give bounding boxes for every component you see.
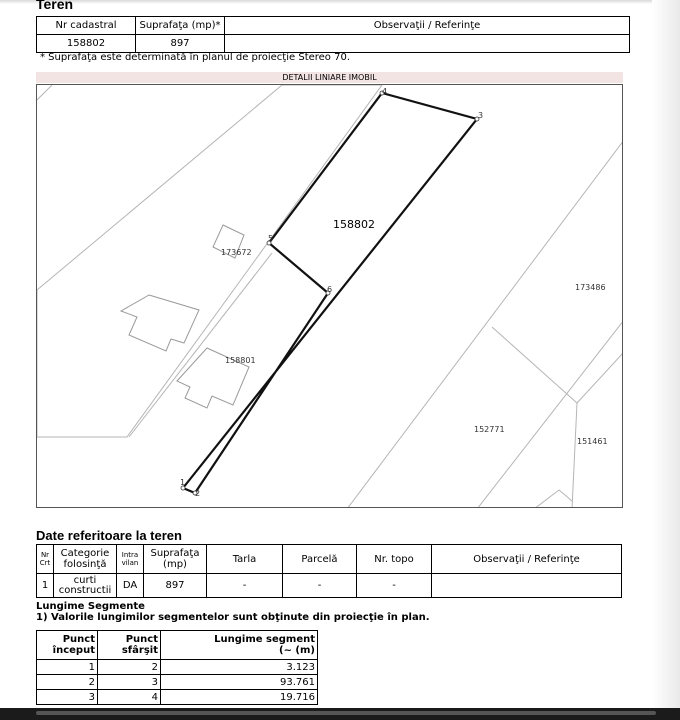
- cell-length: 3.123: [161, 660, 318, 675]
- surface-note: * Suprafaţa este determinată în planul de proiecţie Stereo 70.: [40, 52, 351, 63]
- header-tarla: Tarla: [207, 545, 283, 574]
- date-header-row: [37, 545, 622, 574]
- cadastral-map: [36, 84, 623, 508]
- header-intravilan: [117, 545, 144, 574]
- label-152771: 152771: [474, 425, 505, 434]
- header-suprafata: Suprafaţa (mp)*: [136, 17, 225, 35]
- header-end-a: Punct: [125, 634, 158, 645]
- cell-tarla: -: [207, 574, 283, 598]
- segment-note: 1) Valorile lungimilor segmentelor sunt obţinute din proiecţie în plan.: [36, 612, 430, 623]
- cell-length: 19.716: [161, 690, 318, 705]
- header-start-a: Punct: [62, 634, 95, 645]
- date-teren-table: [36, 544, 622, 598]
- horizontal-scrollbar[interactable]: [0, 708, 680, 720]
- cell-nr: 1: [37, 574, 54, 598]
- header-nr-topo: Nr. topo: [357, 545, 432, 574]
- cell-nr-topo: -: [357, 574, 432, 598]
- cell-cat-b: constructii: [58, 584, 112, 596]
- point-6-label: 6: [327, 285, 333, 294]
- header-parcela: Parcelă: [283, 545, 357, 574]
- parcel-158801-boundary: [37, 85, 382, 437]
- header-obs: Observaţii / Referinţe: [432, 545, 622, 574]
- section-title-teren: Teren: [36, 0, 74, 12]
- page-top-shade: [0, 0, 680, 4]
- parcel-152771-east: [572, 403, 577, 508]
- parcel-corner-line: [37, 85, 52, 100]
- cell-suprafata-mp: 897: [144, 574, 207, 598]
- header-intra-a: Intra: [121, 551, 139, 559]
- cell-end: 4: [98, 690, 161, 705]
- scrollbar-thumb[interactable]: [36, 711, 656, 715]
- header-end-b: sfârşit: [121, 645, 158, 656]
- header-observatii: Observaţii / Referinţe: [225, 17, 630, 35]
- cell-end: 2: [98, 660, 161, 675]
- header-nr-cadastral: Nr cadastral: [37, 17, 136, 35]
- header-categorie: [54, 545, 117, 574]
- teren-header-row: [37, 17, 630, 35]
- neighbour-boundaries: [37, 85, 623, 508]
- cell-nr-cadastral: 158802: [37, 35, 136, 53]
- map-drawing: [37, 85, 623, 508]
- cell-cat-a: curti: [73, 574, 97, 586]
- header-lungime-segment: [161, 631, 318, 660]
- label-173486: 173486: [575, 283, 606, 292]
- header-len-a: Lungime segment: [214, 634, 315, 645]
- point-1-label: 1: [180, 478, 186, 487]
- table-row: [37, 660, 318, 675]
- table-row: [37, 690, 318, 705]
- parcel-151461-boundary: [477, 320, 623, 508]
- segment-header-row: [37, 631, 318, 660]
- parcel-152771-north: [492, 327, 577, 403]
- label-158801: 158801: [225, 356, 256, 365]
- page-right-shadow: [652, 0, 680, 720]
- small-building-corner: [534, 490, 572, 508]
- point-2-label: 2: [195, 489, 201, 498]
- header-len-b: (~ (m): [279, 645, 315, 656]
- header-supr-a: Suprafaţa: [150, 548, 200, 559]
- label-173672: 173672: [221, 248, 252, 257]
- header-cat-a: Categorie: [60, 548, 110, 559]
- cell-intravilan: DA: [117, 574, 144, 598]
- section-title-lungime: Lungime Segmente: [36, 601, 145, 612]
- map-header: DETALII LINIARE IMOBIL: [36, 72, 623, 83]
- teren-table: [36, 16, 630, 53]
- label-158802: 158802: [333, 218, 375, 231]
- header-nr-a: Nr: [40, 551, 50, 559]
- teren-data-row: [37, 35, 630, 53]
- table-row: [37, 675, 318, 690]
- header-suprafata-mp: [144, 545, 207, 574]
- building-west: [121, 295, 199, 351]
- header-cat-b: folosinţă: [63, 559, 107, 570]
- parcel-151461-north: [577, 352, 623, 403]
- parcel-173486-boundary: [347, 140, 623, 508]
- cell-obs: [432, 574, 622, 598]
- header-start-b: început: [52, 645, 95, 656]
- cell-categorie: [54, 574, 117, 598]
- cell-start: 1: [37, 660, 98, 675]
- header-supr-b: (mp): [163, 559, 187, 570]
- cell-end: 3: [98, 675, 161, 690]
- header-nr-b: Crt: [39, 559, 51, 567]
- header-punct-inceput: [37, 631, 98, 660]
- point-4-label: 4: [382, 87, 388, 96]
- label-151461: 151461: [577, 437, 608, 446]
- point-5-label: 5: [268, 234, 274, 243]
- section-title-date-teren: Date referitoare la teren: [36, 528, 182, 543]
- cell-observatii: [225, 35, 630, 53]
- segment-table: [36, 630, 318, 705]
- cell-length: 93.761: [161, 675, 318, 690]
- cell-suprafata: 897: [136, 35, 225, 53]
- header-punct-sfarsit: [98, 631, 161, 660]
- header-nr-crt: [37, 545, 54, 574]
- point-3-label: 3: [478, 111, 484, 120]
- cell-start: 3: [37, 690, 98, 705]
- cell-start: 2: [37, 675, 98, 690]
- cell-parcela: -: [283, 574, 357, 598]
- date-data-row: [37, 574, 622, 598]
- header-intra-b: vilan: [121, 559, 139, 567]
